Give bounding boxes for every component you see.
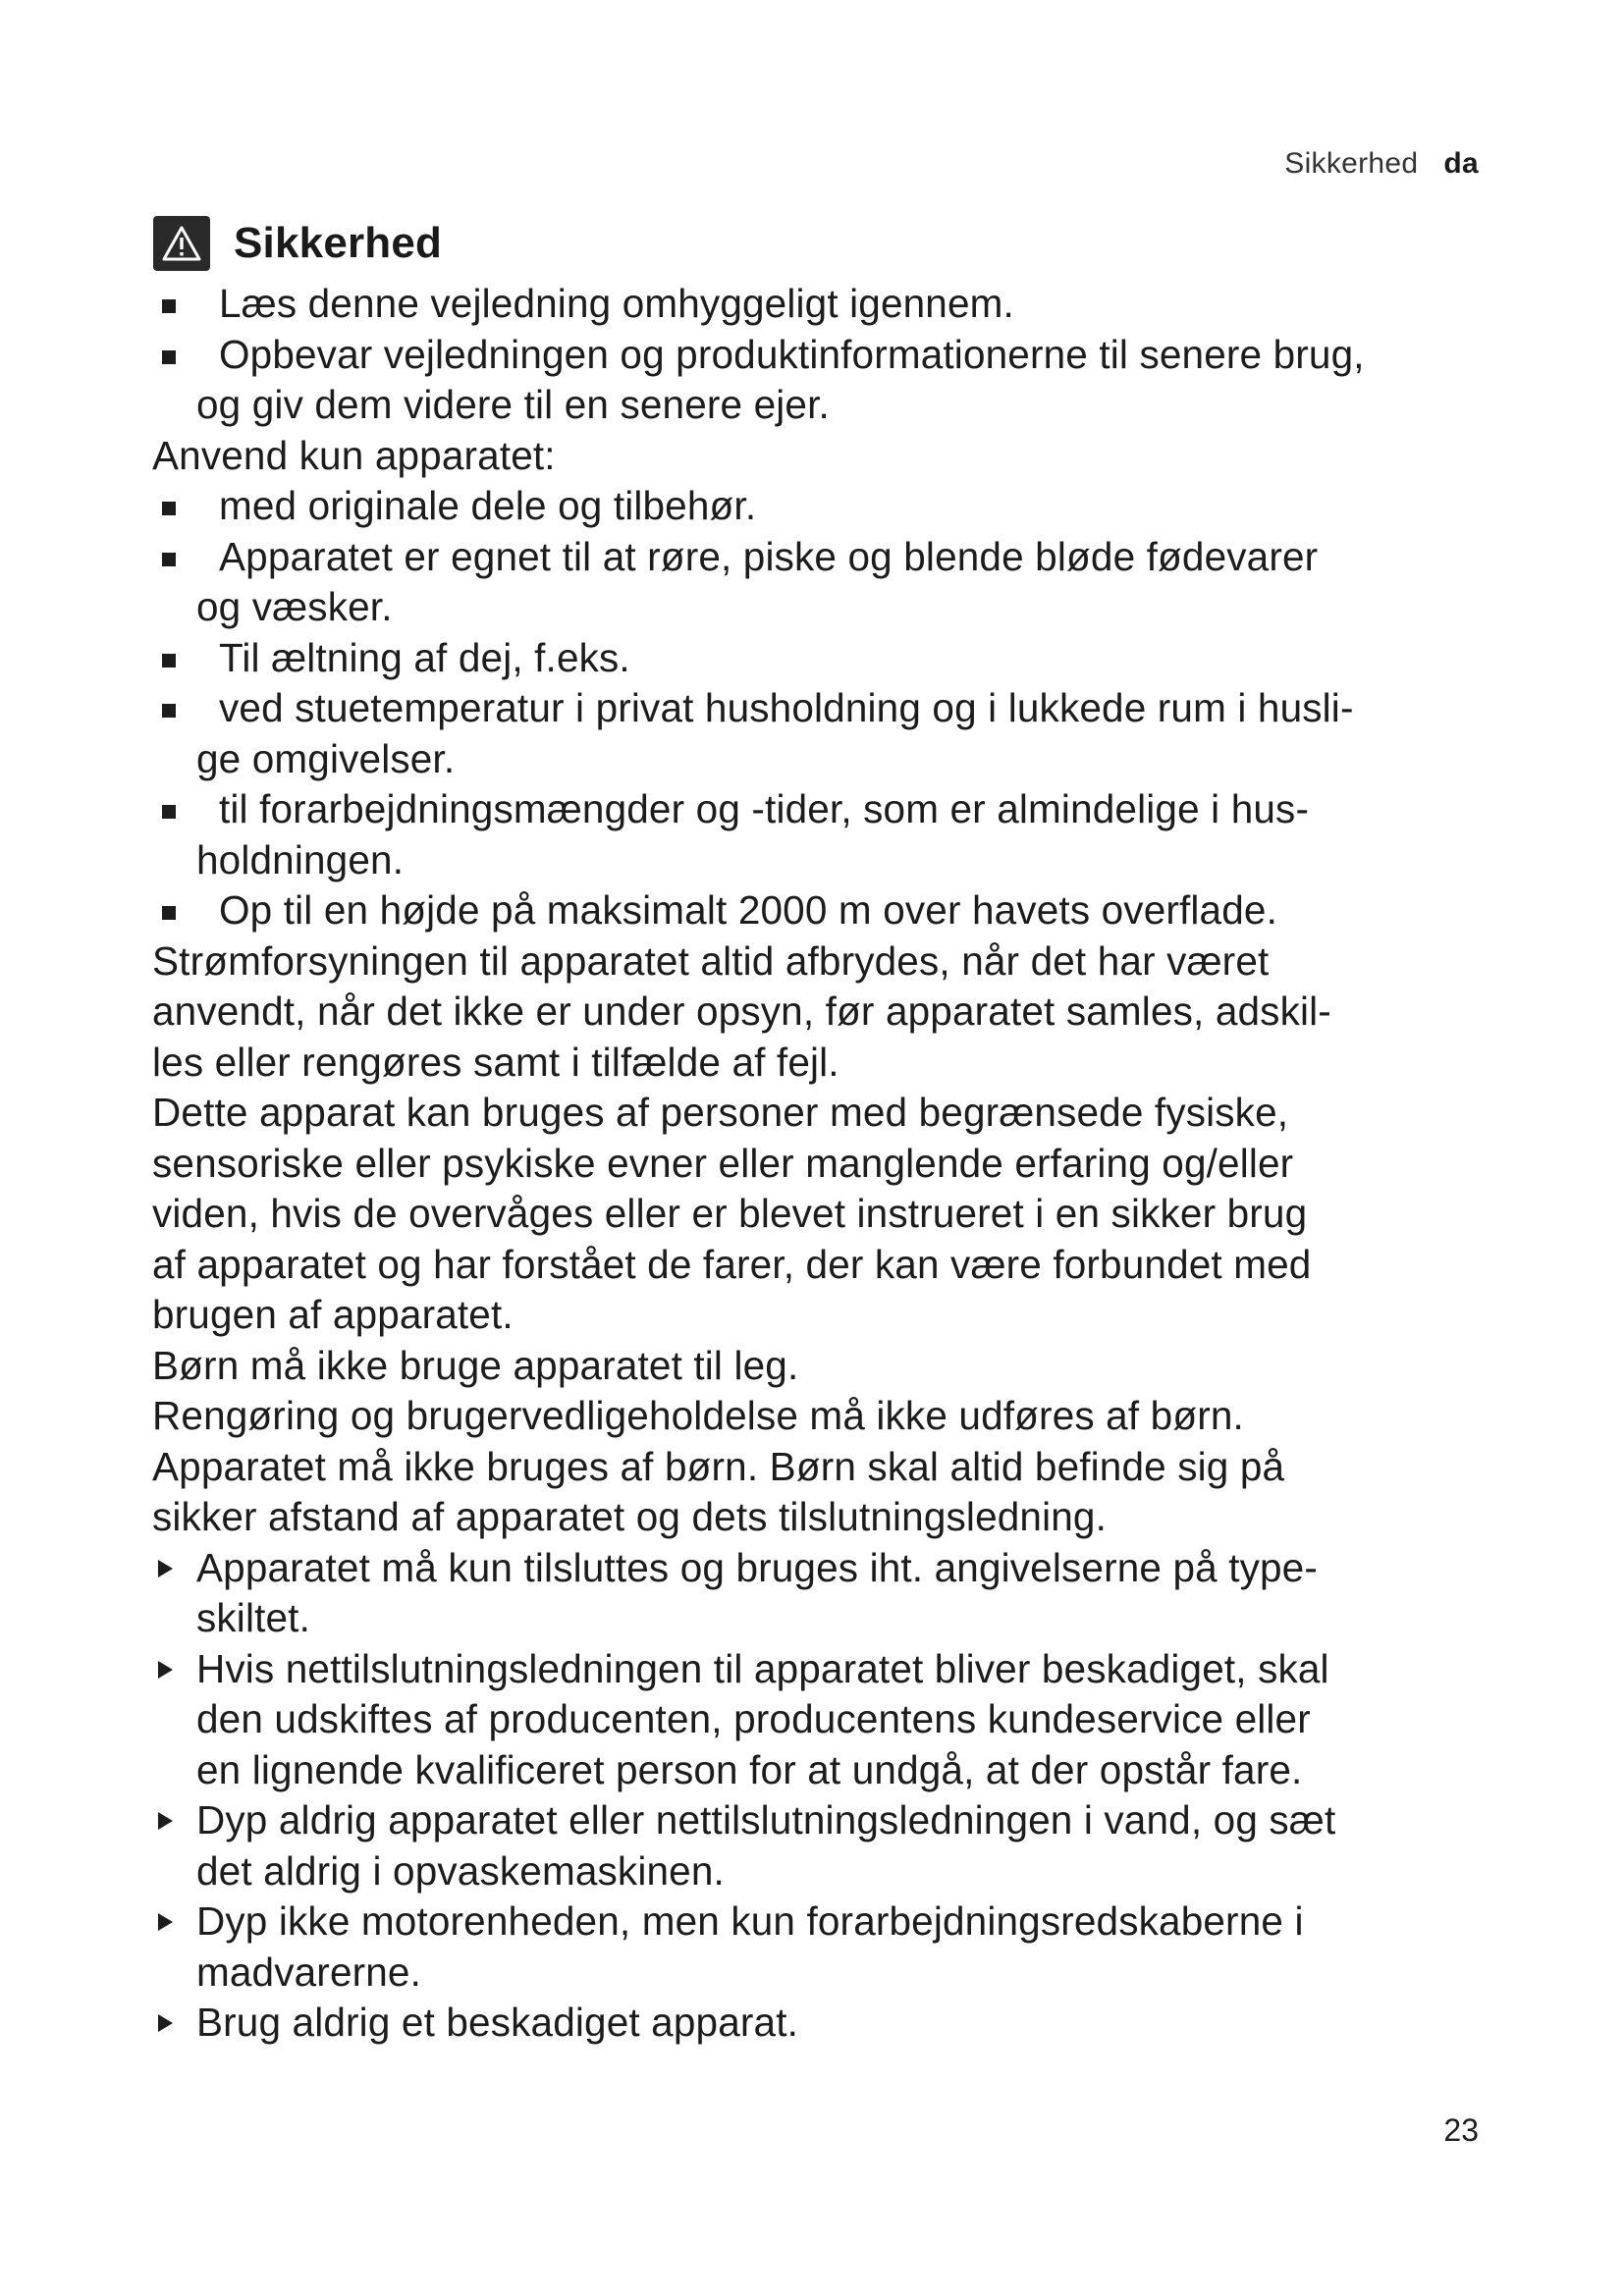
section-heading xyxy=(152,210,1527,277)
square-bullet-icon xyxy=(162,350,176,364)
square-bullet-icon xyxy=(162,654,176,667)
text-line: Dyp aldrig apparatet eller nettilslutningsledningen i vand, og sæt xyxy=(196,1797,1336,1842)
square-bullet-icon xyxy=(162,906,176,920)
text-line: Til æltning af dej, f.eks. xyxy=(219,634,630,680)
triangle-bullet-icon xyxy=(158,1812,173,1830)
text-line: en lignende kvalificeret person for at undgå, at der opstår fare. xyxy=(196,1746,1303,1792)
text-line: ved stuetemperatur i privat husholdning og i lukkede rum i husli- xyxy=(219,685,1354,730)
text-line: Apparatet må kun tilsluttes og bruges iht. angivelserne på type- xyxy=(196,1544,1318,1590)
bullet-item xyxy=(152,330,1527,431)
text-line: og væsker. xyxy=(196,584,393,629)
bullet-item xyxy=(152,683,1527,784)
triangle-bullet-icon xyxy=(158,1661,173,1679)
text-line: Læs denne vejledning omhyggeligt igennem. xyxy=(219,281,1014,326)
text-line: sensoriske eller psykiske evner eller manglende erfaring og/eller xyxy=(152,1140,1294,1186)
bullet-item xyxy=(152,481,1527,532)
text-line: det aldrig i opvaskemaskinen. xyxy=(196,1847,725,1894)
bullet-item xyxy=(152,784,1527,885)
page-content xyxy=(152,210,1527,2049)
page-number: 23 xyxy=(1443,2112,1479,2148)
text-line: Dette apparat kan bruges af personer med begrænsede fysiske, xyxy=(152,1090,1289,1135)
running-header-section: Sikkerhed xyxy=(1284,147,1419,180)
bullet-item xyxy=(152,532,1527,633)
text-line: les eller rengøres samt i tilfælde af fejl. xyxy=(152,1039,839,1085)
square-bullet-icon xyxy=(162,553,176,566)
text-line: holdningen. xyxy=(196,836,405,882)
text-line: Dyp ikke motorenheden, men kun forarbejdningsredskaberne i xyxy=(196,1898,1304,1944)
running-header-language: da xyxy=(1443,147,1479,180)
text-line: med originale dele og tilbehør. xyxy=(219,483,757,528)
text-line: og giv dem videre til en senere ejer. xyxy=(196,382,830,427)
text-line: den udskiftes af producenten, producentens kundeservice eller xyxy=(196,1696,1311,1741)
instruction-item xyxy=(152,1543,1527,1644)
body-text xyxy=(152,279,1527,2049)
text-line: Apparatet må ikke bruges af børn. Børn skal altid befinde sig på xyxy=(152,1443,1285,1489)
text-line: Brug aldrig et beskadiget apparat. xyxy=(196,2000,798,2045)
text-line: Op til en højde på maksimalt 2000 m over havets overflade. xyxy=(219,887,1277,933)
paragraph xyxy=(152,1341,1527,1392)
square-bullet-icon xyxy=(162,502,176,515)
square-bullet-icon xyxy=(162,704,176,718)
text-line: Opbevar vejledningen og produktinformationerne til senere brug, xyxy=(219,331,1365,377)
instruction-item xyxy=(152,1998,1527,2049)
square-bullet-icon xyxy=(162,299,176,313)
text-line: Apparatet er egnet til at røre, piske og blende bløde fødevarer xyxy=(219,533,1319,579)
paragraph xyxy=(152,936,1527,1089)
text-line: ge omgivelser. xyxy=(196,735,456,781)
triangle-bullet-icon xyxy=(158,2014,173,2032)
text-line: madvarerne. xyxy=(196,1949,422,1995)
text-line: sikker afstand af apparatet og dets tilslutningsledning. xyxy=(152,1494,1107,1539)
text-line: Anvend kun apparatet: xyxy=(152,432,556,478)
text-line: viden, hvis de overvåges eller er blevet instrueret i en sikker brug xyxy=(152,1191,1308,1236)
text-line: Strømforsyningen til apparatet altid afbrydes, når det har været xyxy=(152,937,1270,984)
triangle-bullet-icon xyxy=(158,1560,173,1577)
instruction-item xyxy=(152,1795,1527,1896)
warning-triangle-icon xyxy=(153,216,210,271)
text-line: Børn må ikke bruge apparatet til leg. xyxy=(152,1342,799,1388)
text-line: skiltet. xyxy=(196,1595,310,1640)
paragraph xyxy=(152,1391,1527,1442)
paragraph xyxy=(152,1442,1527,1543)
paragraph xyxy=(152,431,1527,482)
text-line: Rengøring og brugervedligeholdelse må ikke udføres af børn. xyxy=(152,1393,1244,1438)
section-title: Sikkerhed xyxy=(234,219,443,267)
text-line: anvendt, når det ikke er under opsyn, før apparatet samles, adskil- xyxy=(152,988,1331,1034)
text-line: Hvis nettilslutningsledningen til apparatet bliver beskadiget, skal xyxy=(196,1645,1329,1691)
square-bullet-icon xyxy=(162,805,176,819)
instruction-item xyxy=(152,1896,1527,1998)
bullet-item xyxy=(152,633,1527,684)
bullet-item xyxy=(152,279,1527,330)
paragraph xyxy=(152,1088,1527,1341)
text-line: til forarbejdningsmængder og -tider, som er almindelige i hus- xyxy=(219,786,1310,831)
running-header xyxy=(1284,147,1479,181)
triangle-bullet-icon xyxy=(158,1913,173,1931)
text-line: af apparatet og har forstået de farer, der kan være forbundet med xyxy=(152,1241,1312,1287)
text-line: brugen af apparatet. xyxy=(152,1292,514,1337)
instruction-item xyxy=(152,1644,1527,1796)
bullet-item xyxy=(152,885,1527,936)
